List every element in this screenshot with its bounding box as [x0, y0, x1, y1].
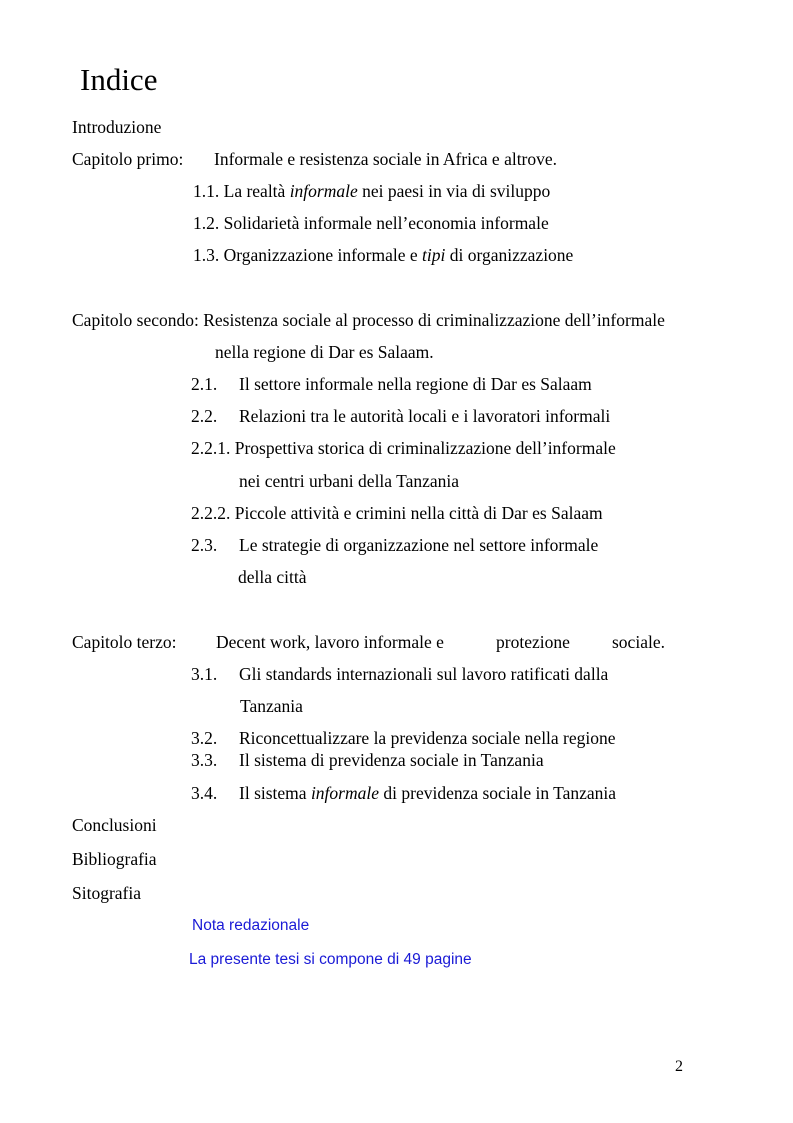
toc-entry-2-2-number: 2.2. [191, 406, 218, 426]
toc-entry-2-1-number: 2.1. [191, 374, 218, 394]
toc-entry-2-1: Il settore informale nella regione di Dar es Salaam [239, 374, 592, 394]
chapter-2-heading-cont: nella regione di Dar es Salaam. [215, 342, 434, 362]
chapter-1-label: Capitolo primo: [72, 149, 184, 169]
editorial-note-title: Nota redazionale [192, 917, 310, 934]
toc-entry-2-2-2: 2.2.2. Piccole attività e crimini nella città di Dar es Salaam [191, 503, 603, 523]
page-number: 2 [675, 1058, 683, 1075]
toc-entry-3-3: Il sistema di previdenza sociale in Tanzania [239, 750, 544, 770]
toc-entry-introduzione: Introduzione [72, 117, 162, 137]
editorial-note-text: La presente tesi si compone di 49 pagine [189, 951, 472, 968]
toc-entry-3-1-cont: Tanzania [240, 696, 303, 716]
toc-entry-2-2-1: 2.2.1. Prospettiva storica di criminalizzazione dell’informale [191, 438, 616, 458]
chapter-3-label: Capitolo terzo: [72, 632, 177, 652]
toc-entry-3-4: Il sistema informale di previdenza sociale in Tanzania [239, 783, 617, 803]
toc-entry-1-1: 1.1. La realtà informale nei paesi in via di sviluppo [193, 181, 551, 201]
chapter-3-title-part2: protezione [496, 632, 570, 652]
toc-entry-bibliografia: Bibliografia [72, 849, 157, 869]
toc-entry-2-3-number: 2.3. [191, 535, 218, 555]
toc-entry-2-2: Relazioni tra le autorità locali e i lavoratori informali [239, 406, 611, 426]
toc-entry-3-1-number: 3.1. [191, 664, 218, 684]
toc-entry-3-3-number: 3.3. [191, 750, 218, 770]
toc-entry-3-1: Gli standards internazionali sul lavoro ratificati dalla [239, 664, 609, 684]
page-title: Indice [80, 62, 158, 97]
chapter-3-title-part3: sociale. [612, 632, 665, 652]
toc-entry-3-4-number: 3.4. [191, 783, 218, 803]
toc-entry-2-3: Le strategie di organizzazione nel settore informale [239, 535, 599, 555]
chapter-3-title-part1: Decent work, lavoro informale e [216, 632, 444, 652]
chapter-1-title: Informale e resistenza sociale in Africa e altrove. [214, 149, 558, 169]
toc-entry-conclusioni: Conclusioni [72, 815, 157, 835]
chapter-2-heading: Capitolo secondo: Resistenza sociale al processo di criminalizzazione dell’informale [72, 310, 665, 330]
toc-entry-1-2: 1.2. Solidarietà informale nell’economia informale [193, 213, 549, 233]
toc-entry-3-2-number: 3.2. [191, 728, 218, 748]
toc-entry-sitografia: Sitografia [72, 883, 142, 903]
toc-entry-1-3: 1.3. Organizzazione informale e tipi di organizzazione [193, 245, 574, 265]
toc-entry-2-3-cont: della città [238, 567, 307, 587]
toc-entry-3-2: Riconcettualizzare la previdenza sociale nella regione [239, 728, 616, 748]
toc-entry-2-2-1-cont: nei centri urbani della Tanzania [239, 471, 460, 491]
